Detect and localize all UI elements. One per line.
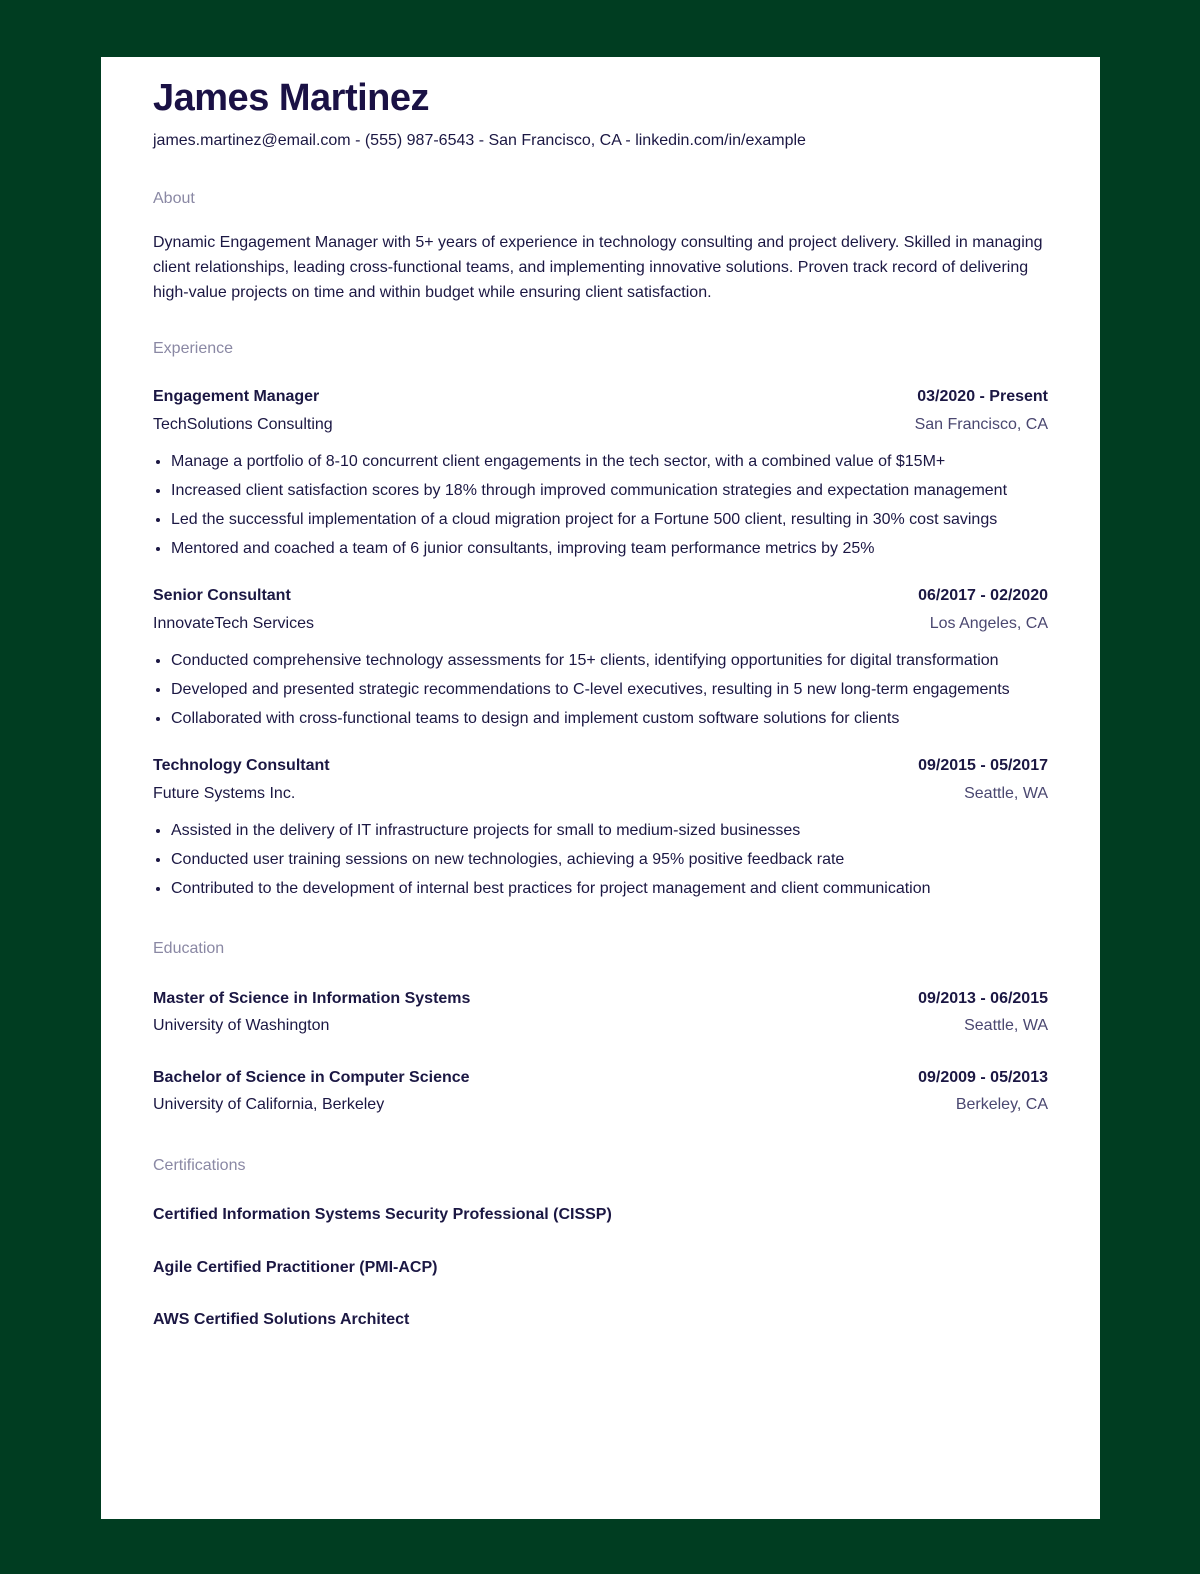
bullet-item: • Led the successful implementation of a cloud migration project for a Fortune 500 client, resulting in 30% cost savings [171,505,1048,534]
job-subheader [153,784,1048,804]
bullet-item: • Manage a portfolio of 8-10 concurrent client engagements in the tech sector, with a combined value of $15M+ [171,447,1048,476]
education-dates: 09/2009 - 05/2013 [918,1069,1048,1086]
education-degree: Bachelor of Science in Computer Science [153,1069,470,1086]
job-subheader [153,614,1048,634]
section-title-about: About [153,190,195,207]
education-subheader [153,1016,1048,1036]
job-entry [153,387,1048,563]
about-text: Dynamic Engagement Manager with 5+ years of experience in technology consulting and project delivery. Skilled in managing client relationships, leading cross-functional teams, and implementing innovative solutions. Proven track record of delivering high-value projects on time and within budget while ensuring client satisfaction. [153,234,1043,301]
job-dates: 06/2017 - 02/2020 [918,587,1048,604]
job-subheader [153,415,1048,435]
section-title-certifications: Certifications [153,1157,246,1174]
job-role: Senior Consultant [153,587,291,604]
bullet-item: • Developed and presented strategic recommendations to C-level executives, resulting in 5 new long-term engagements [171,675,1048,704]
job-role: Engagement Manager [153,388,320,405]
bullet-item: • Conducted comprehensive technology assessments for 15+ clients, identifying opportunities for digital transformation [171,646,1048,675]
resume-page [101,57,1100,1519]
education-entry [153,989,1048,1036]
job-dates: 09/2015 - 05/2017 [918,757,1048,774]
education-school: University of Washington [153,1017,330,1034]
job-bullets [153,816,1048,903]
bullet-item: • Conducted user training sessions on new technologies, achieving a 95% positive feedback rate [171,845,1048,874]
education-location: Berkeley, CA [955,1096,1048,1113]
job-location: Los Angeles, CA [929,615,1048,632]
education-header [153,1068,1048,1088]
job-location: Seattle, WA [964,785,1048,802]
job-entry [153,586,1048,733]
job-company: Future Systems Inc. [153,785,296,802]
education-degree: Master of Science in Information Systems [153,990,471,1007]
section-title-education: Education [153,940,225,957]
bullet-item: • Contributed to the development of internal best practices for project management and client communication [171,874,1048,903]
bullet-item: • Increased client satisfaction scores by 18% through improved communication strategies and expectation management [171,476,1048,505]
section-title-experience: Experience [153,340,234,357]
job-dates: 03/2020 - Present [917,388,1048,405]
bullet-item: • Assisted in the delivery of IT infrastructure projects for small to medium-sized businesses [171,816,1048,845]
job-location: San Francisco, CA [914,416,1048,433]
education-entry [153,1068,1048,1115]
contact-line: james.martinez@email.com - (555) 987-6543 - San Francisco, CA - linkedin.com/in/example [153,132,806,149]
certification-item: AWS Certified Solutions Architect [153,1311,410,1328]
certification-item: Agile Certified Practitioner (PMI-ACP) [153,1259,438,1276]
education-location: Seattle, WA [964,1017,1048,1034]
certification-item: Certified Information Systems Security Professional (CISSP) [153,1206,612,1223]
job-header [153,586,1048,606]
education-school: University of California, Berkeley [153,1096,385,1113]
job-header [153,387,1048,407]
education-subheader [153,1095,1048,1115]
education-dates: 09/2013 - 06/2015 [918,990,1048,1007]
candidate-name: James Martinez [153,77,430,119]
bullet-item: • Collaborated with cross-functional teams to design and implement custom software solutions for clients [171,704,1048,733]
job-entry [153,756,1048,903]
education-header [153,989,1048,1009]
job-company: TechSolutions Consulting [153,416,333,433]
job-company: InnovateTech Services [153,615,314,632]
job-bullets [153,447,1048,563]
job-header [153,756,1048,776]
bullet-item: • Mentored and coached a team of 6 junior consultants, improving team performance metrics by 25% [171,534,1048,563]
job-role: Technology Consultant [153,757,330,774]
job-bullets [153,646,1048,733]
